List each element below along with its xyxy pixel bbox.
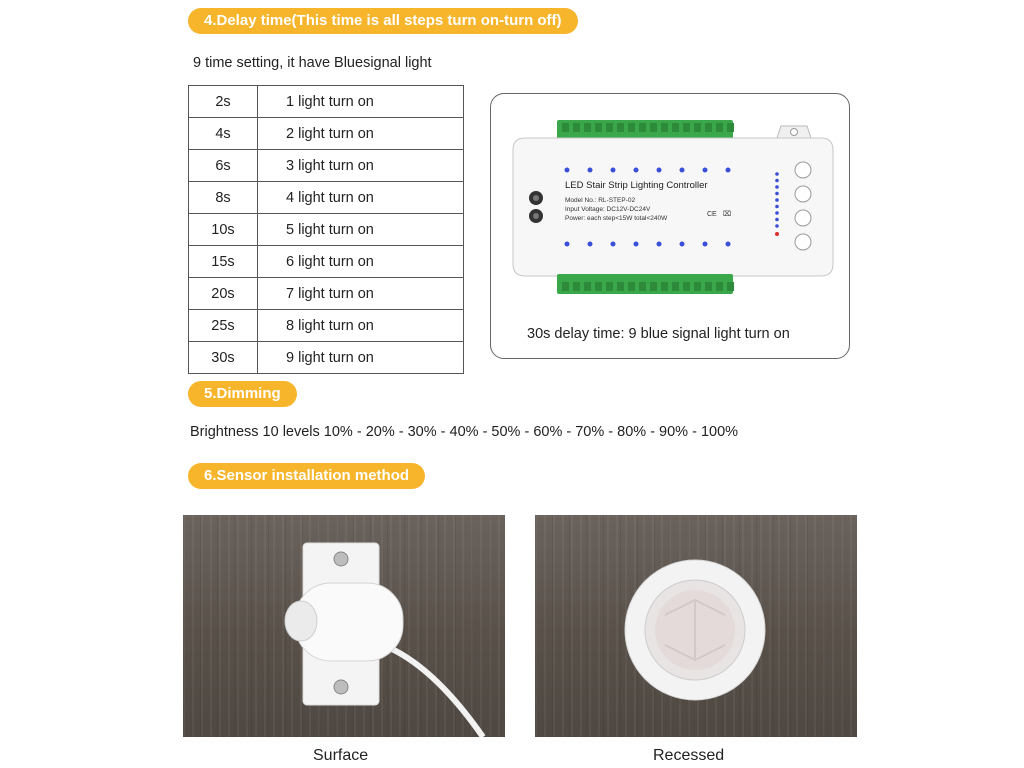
blue-signal-light-icon: [634, 168, 639, 173]
blue-signal-light-icon: [726, 168, 731, 173]
terminal-screw-icon: [562, 123, 569, 132]
recessed-sensor-photo: [535, 515, 857, 737]
sensor-jack-2-inner-icon: [533, 213, 539, 219]
delay-table-row: [189, 214, 464, 246]
controller-button-4: [795, 234, 811, 250]
blue-signal-light-icon: [611, 242, 616, 247]
delay-time-cell: 15s: [189, 246, 258, 278]
delay-time-cell: 20s: [189, 278, 258, 310]
blue-signal-light-icon: [588, 242, 593, 247]
terminal-screw-icon: [727, 123, 734, 132]
delay-table-row: [189, 86, 464, 118]
recessed-caption: Recessed: [653, 747, 725, 764]
blue-signal-light-icon: [726, 242, 731, 247]
controller-caption: 30s delay time: 9 blue signal light turn on: [527, 326, 790, 342]
section-heading-dimming: 5.Dimming: [188, 381, 297, 407]
terminal-screw-icon: [727, 282, 734, 291]
blue-signal-light-icon: [775, 218, 779, 222]
controller-model: Model No.: RL-STEP-02: [565, 197, 636, 204]
terminal-screw-icon: [672, 282, 679, 291]
surface-sensor-photo: [183, 515, 505, 737]
blue-signal-light-icon: [565, 168, 570, 173]
terminal-screw-icon: [628, 123, 635, 132]
section-heading-delay-time: 4.Delay time(This time is all steps turn on-turn off): [188, 8, 578, 34]
terminal-screw-icon: [661, 282, 668, 291]
bracket-screw-top-icon: [334, 552, 348, 566]
terminal-screw-icon: [705, 282, 712, 291]
blue-signal-light-icon: [775, 185, 779, 189]
delay-table-row: [189, 150, 464, 182]
controller-button-2: [795, 186, 811, 202]
terminal-screw-icon: [650, 282, 657, 291]
terminal-screw-icon: [617, 282, 624, 291]
blue-signal-light-icon: [775, 211, 779, 215]
delay-time-cell: 6s: [189, 150, 258, 182]
blue-signal-light-icon: [565, 242, 570, 247]
controller-body: [513, 138, 833, 276]
delay-time-cell: 8s: [189, 182, 258, 214]
terminal-screw-icon: [694, 282, 701, 291]
terminal-screw-icon: [694, 123, 701, 132]
sensor-jack-1-inner-icon: [533, 195, 539, 201]
delay-table-row: [189, 278, 464, 310]
mounting-hole-icon: [791, 129, 798, 136]
delay-description-cell: 6 light turn on: [258, 246, 464, 278]
section-heading-sensor-installation: 6.Sensor installation method: [188, 463, 425, 489]
delay-table-row: [189, 118, 464, 150]
terminal-screw-icon: [716, 123, 723, 132]
blue-signal-light-icon: [680, 168, 685, 173]
delay-description-cell: 7 light turn on: [258, 278, 464, 310]
blue-signal-light-icon: [588, 168, 593, 173]
blue-signal-light-icon: [775, 172, 779, 176]
delay-table-row: [189, 246, 464, 278]
delay-description-cell: 5 light turn on: [258, 214, 464, 246]
blue-signal-light-icon: [775, 179, 779, 183]
blue-signal-light-icon: [657, 168, 662, 173]
delay-time-cell: 4s: [189, 118, 258, 150]
blue-signal-light-icon: [775, 198, 779, 202]
surface-sensor-illustration: [183, 515, 505, 737]
controller-device-illustration: [491, 94, 849, 324]
recycle-bin-icon: ⌧: [723, 210, 732, 218]
terminal-screw-icon: [606, 282, 613, 291]
blue-signal-light-icon: [680, 242, 685, 247]
blue-signal-light-icon: [775, 224, 779, 228]
terminal-screw-icon: [639, 123, 646, 132]
terminal-screw-icon: [595, 123, 602, 132]
delay-description-cell: 1 light turn on: [258, 86, 464, 118]
controller-image-panel: [490, 93, 850, 359]
surface-caption: Surface: [313, 747, 369, 764]
delay-description-cell: 2 light turn on: [258, 118, 464, 150]
delay-table-row: [189, 310, 464, 342]
red-indicator-icon: [775, 232, 779, 236]
terminal-screw-icon: [562, 282, 569, 291]
delay-intro-text: 9 time setting, it have Bluesignal light: [193, 55, 432, 71]
delay-description-cell: 3 light turn on: [258, 150, 464, 182]
recessed-sensor-illustration: [535, 515, 857, 737]
controller-voltage: Input Voltage: DC12V-DC24V: [565, 206, 651, 213]
delay-description-cell: 9 light turn on: [258, 342, 464, 374]
delay-time-cell: 30s: [189, 342, 258, 374]
controller-title: LED Stair Strip Lighting Controller: [565, 180, 708, 191]
terminal-screw-icon: [650, 123, 657, 132]
bracket-screw-bottom-icon: [334, 680, 348, 694]
delay-time-cell: 25s: [189, 310, 258, 342]
blue-signal-light-icon: [775, 192, 779, 196]
pir-lens-icon: [285, 601, 317, 641]
sensor-cable: [383, 645, 483, 737]
terminal-screw-icon: [573, 282, 580, 291]
blue-signal-light-icon: [611, 168, 616, 173]
delay-description-cell: 4 light turn on: [258, 182, 464, 214]
controller-button-1: [795, 162, 811, 178]
terminal-screw-icon: [639, 282, 646, 291]
blue-signal-light-icon: [657, 242, 662, 247]
terminal-screw-icon: [683, 282, 690, 291]
terminal-screw-icon: [606, 123, 613, 132]
delay-time-cell: 10s: [189, 214, 258, 246]
delay-time-table: [188, 85, 464, 374]
controller-power: Power: each step<15W total<240W: [565, 215, 668, 222]
blue-signal-light-icon: [703, 168, 708, 173]
terminal-screw-icon: [628, 282, 635, 291]
delay-description-cell: 8 light turn on: [258, 310, 464, 342]
terminal-screw-icon: [573, 123, 580, 132]
terminal-screw-icon: [716, 282, 723, 291]
dimming-text: Brightness 10 levels 10% - 20% - 30% - 40% - 50% - 60% - 70% - 80% - 90% - 100%: [190, 424, 739, 440]
delay-table-row: [189, 342, 464, 374]
terminal-screw-icon: [584, 282, 591, 291]
delay-time-cell: 2s: [189, 86, 258, 118]
ce-mark-icon: CE: [707, 211, 717, 218]
terminal-screw-icon: [683, 123, 690, 132]
delay-table-row: [189, 182, 464, 214]
blue-signal-light-icon: [634, 242, 639, 247]
blue-signal-light-icon: [775, 205, 779, 209]
terminal-screw-icon: [661, 123, 668, 132]
terminal-screw-icon: [584, 123, 591, 132]
terminal-screw-icon: [595, 282, 602, 291]
controller-button-3: [795, 210, 811, 226]
terminal-screw-icon: [617, 123, 624, 132]
terminal-screw-icon: [672, 123, 679, 132]
terminal-screw-icon: [705, 123, 712, 132]
blue-signal-light-icon: [703, 242, 708, 247]
